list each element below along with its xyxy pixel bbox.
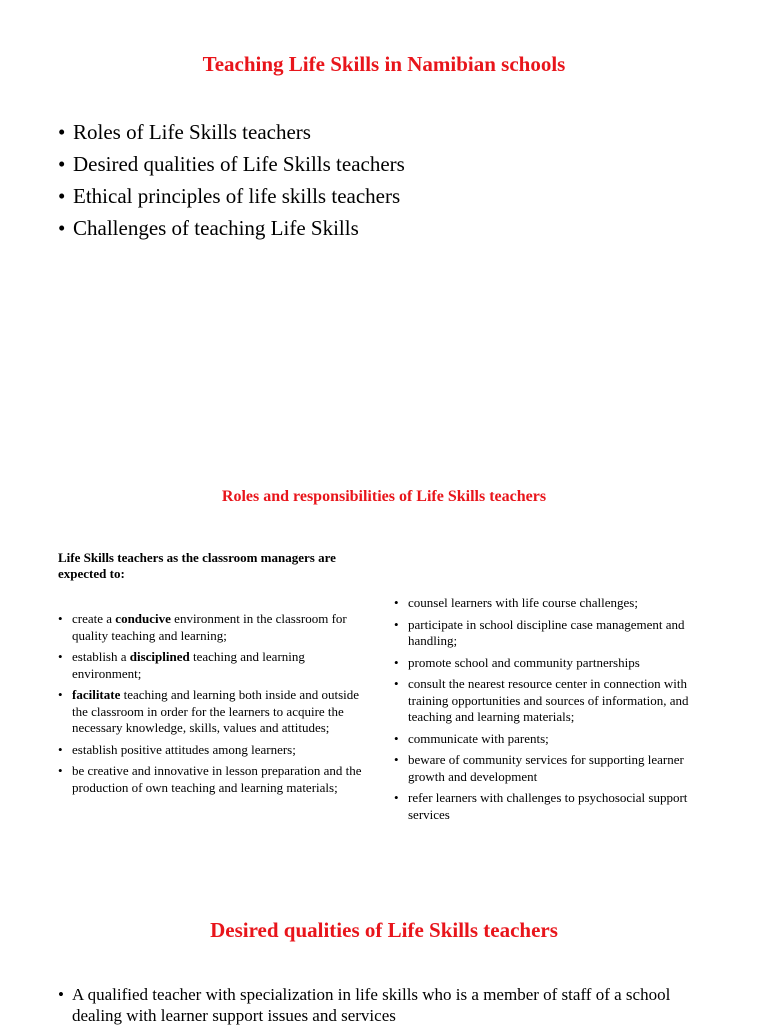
list-item: • be creative and innovative in lesson preparation and the production of own teaching and learning materials;	[58, 763, 370, 796]
slide3-title: Desired qualities of Life Skills teachers	[210, 918, 558, 942]
slide1-title: Teaching Life Skills in Namibian schools	[202, 52, 566, 76]
slide2-intro: Life Skills teachers as the classroom managers are expected to:	[58, 550, 336, 581]
list-item: • refer learners with challenges to psychosocial support services	[394, 790, 712, 823]
list-item: • establish positive attitudes among learners;	[58, 742, 370, 759]
right-responsibilities-list	[394, 595, 712, 828]
left-responsibilities-list	[58, 611, 370, 801]
list-item: • promote school and community partnerships	[394, 655, 712, 672]
slide2-title: Roles and responsibilities of Life Skills teachers	[221, 488, 547, 505]
list-item: • facilitate teaching and learning both inside and outside the classroom in order for the learners to acquire the necessary knowledge, skills, values and attitudes;	[58, 687, 370, 737]
list-item: • Roles of Life Skills teachers	[58, 116, 738, 148]
list-item: • communicate with parents;	[394, 731, 712, 748]
list-item: • Ethical principles of life skills teachers	[58, 180, 738, 212]
list-item: • consult the nearest resource center in connection with training opportunities and sources of information, and teaching and learning materials;	[394, 676, 712, 726]
slide3-bullet-list	[58, 984, 708, 1026]
list-item: • Desired qualities of Life Skills teachers	[58, 148, 738, 180]
list-item: • beware of community services for supporting learner growth and development	[394, 752, 712, 785]
list-item: • create a conducive environment in the classroom for quality teaching and learning;	[58, 611, 370, 644]
list-item: • A qualified teacher with specialization in life skills who is a member of staff of a school dealing with learner support issues and services	[58, 984, 708, 1026]
list-item: • Challenges of teaching Life Skills	[58, 212, 738, 244]
list-item: • participate in school discipline case management and handling;	[394, 617, 712, 650]
slide1-bullet-list	[58, 116, 738, 244]
list-item: • establish a disciplined teaching and learning environment;	[58, 649, 370, 682]
list-item: • counsel learners with life course challenges;	[394, 595, 712, 612]
